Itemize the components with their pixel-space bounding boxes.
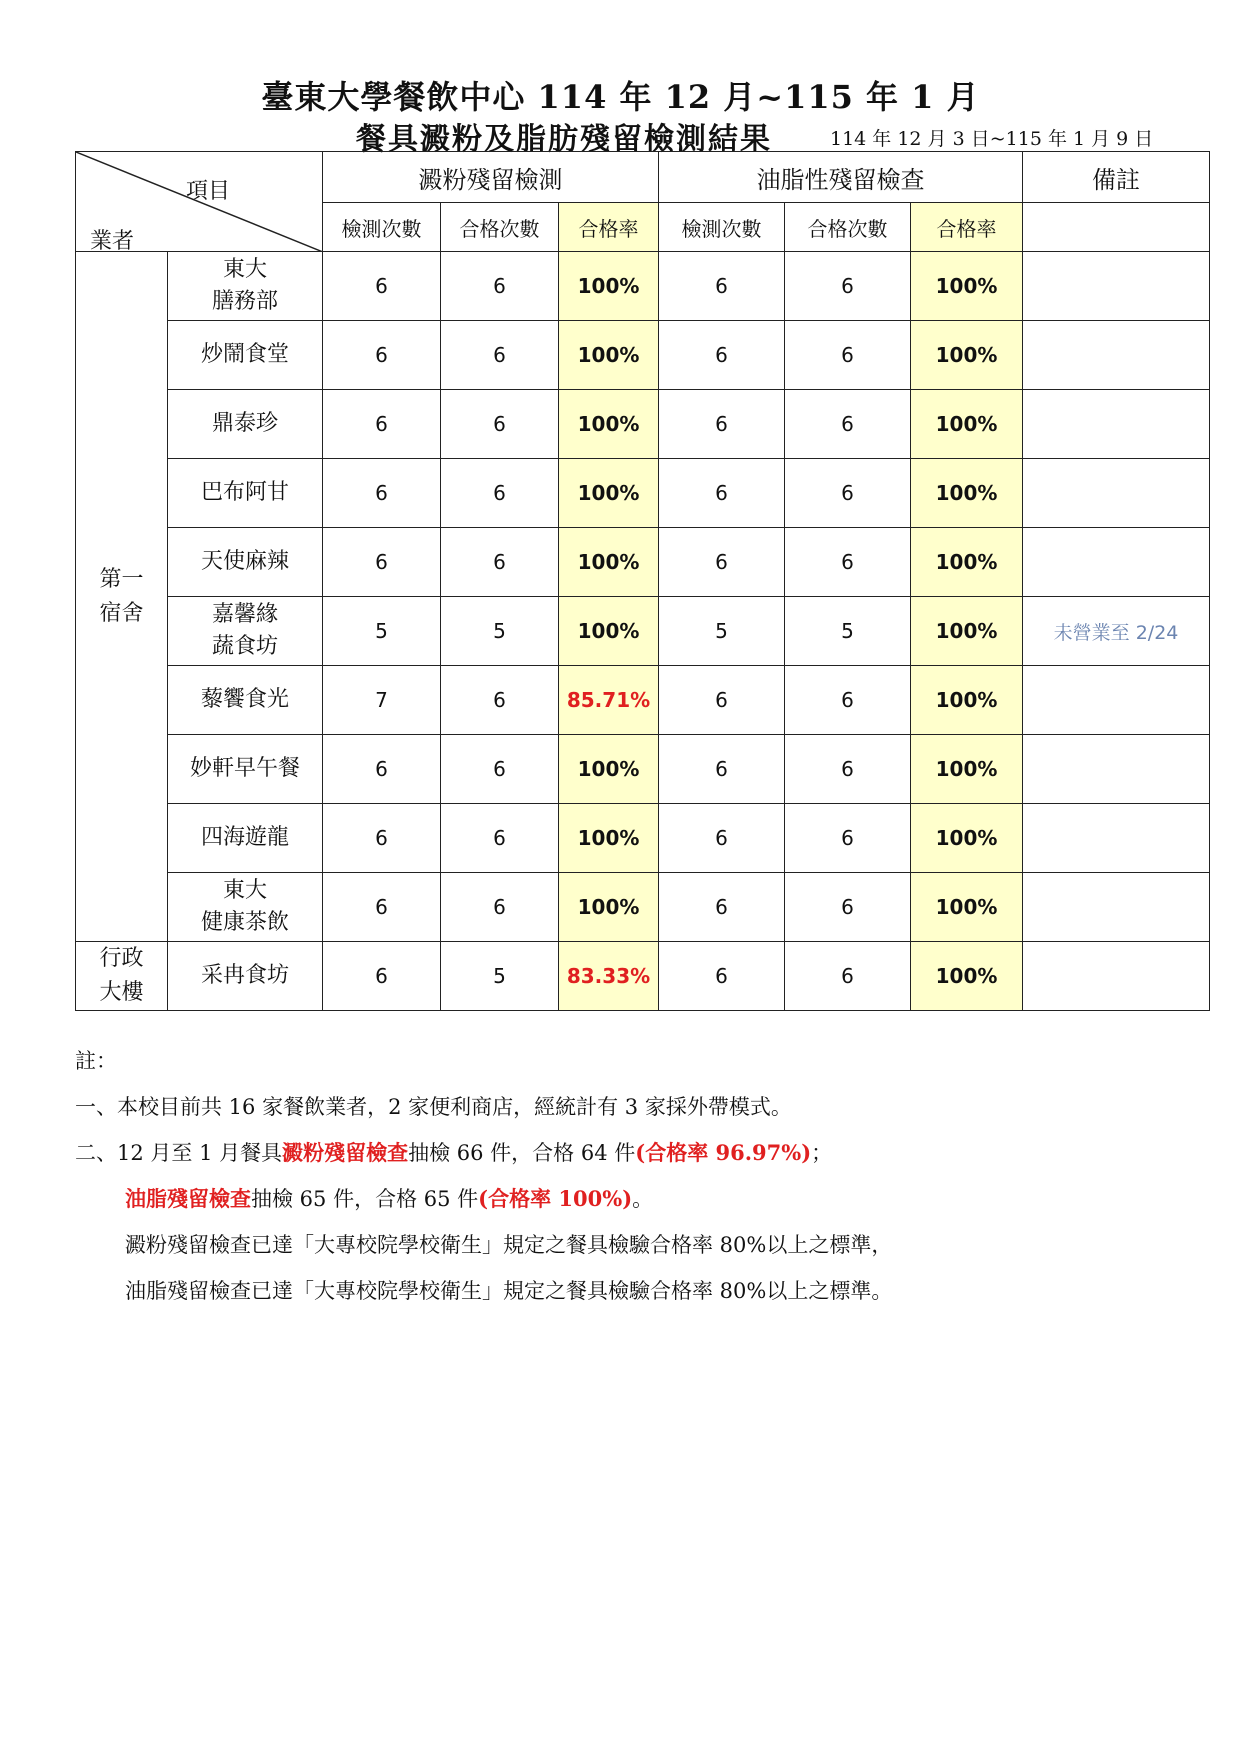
notes-section [75, 1038, 892, 1314]
remark-cell [1023, 459, 1210, 528]
oil-rate: 100% [911, 459, 1023, 528]
corner-header-cell [76, 152, 323, 252]
oil-pass-header: 合格次數 [785, 203, 911, 252]
remark-cell [1023, 321, 1210, 390]
oil-rate: 100% [911, 735, 1023, 804]
note-2-end: ； [811, 1141, 833, 1165]
starch-pass: 6 [441, 804, 559, 873]
oil-tests: 6 [659, 942, 785, 1011]
oil-rate: 100% [911, 666, 1023, 735]
table-row [76, 597, 1210, 666]
note-5: 油脂殘留檢查已達「大專校院學校衛生」規定之餐具檢驗合格率 80%以上之標準。 [125, 1279, 893, 1303]
note-2 [75, 1130, 892, 1176]
starch-pass: 6 [441, 873, 559, 942]
vendor-name: 東大 健康茶飲 [168, 873, 323, 942]
starch-pass-header: 合格次數 [441, 203, 559, 252]
starch-tests: 6 [323, 804, 441, 873]
vendor-name: 藜饗食光 [168, 666, 323, 735]
vendor-name: 嘉馨緣 蔬食坊 [168, 597, 323, 666]
oil-tests: 6 [659, 321, 785, 390]
table-row [76, 390, 1210, 459]
starch-pass: 5 [441, 597, 559, 666]
starch-rate: 100% [559, 873, 659, 942]
remark-cell [1023, 942, 1210, 1011]
starch-tests: 6 [323, 942, 441, 1011]
starch-tests: 6 [323, 459, 441, 528]
oil-tests: 6 [659, 252, 785, 321]
vendor-name: 東大 膳務部 [168, 252, 323, 321]
oil-pass: 5 [785, 597, 911, 666]
remark-subheader [1023, 203, 1210, 252]
note-2-rate: (合格率 96.97%) [635, 1140, 812, 1165]
oil-rate-header: 合格率 [911, 203, 1023, 252]
starch-rate: 100% [559, 459, 659, 528]
starch-tests: 6 [323, 252, 441, 321]
remark-cell [1023, 873, 1210, 942]
oil-rate: 100% [911, 804, 1023, 873]
starch-pass: 6 [441, 459, 559, 528]
starch-rate: 100% [559, 804, 659, 873]
starch-rate: 100% [559, 252, 659, 321]
table-row [76, 942, 1210, 1011]
oil-rate: 100% [911, 873, 1023, 942]
page-title: 臺東大學餐飲中心 114 年 12 月~115 年 1 月 [261, 78, 980, 116]
vendor-name: 鼎泰珍 [168, 390, 323, 459]
oil-rate: 100% [911, 321, 1023, 390]
starch-tests: 6 [323, 873, 441, 942]
starch-pass: 6 [441, 390, 559, 459]
oil-rate: 100% [911, 942, 1023, 1011]
note-3-rate: (合格率 100%) [478, 1186, 633, 1211]
vendor-name: 四海遊龍 [168, 804, 323, 873]
oil-pass: 6 [785, 942, 911, 1011]
oil-pass: 6 [785, 459, 911, 528]
note-2-prefix: 二、12 月至 1 月餐具 [75, 1141, 283, 1165]
vendor-name: 采冉食坊 [168, 942, 323, 1011]
table-row [76, 528, 1210, 597]
starch-pass: 6 [441, 528, 559, 597]
oil-pass: 6 [785, 666, 911, 735]
note-3 [75, 1176, 892, 1222]
starch-tests: 6 [323, 528, 441, 597]
starch-tests: 6 [323, 321, 441, 390]
starch-rate: 83.33% [559, 942, 659, 1011]
starch-rate-header: 合格率 [559, 203, 659, 252]
table-row [76, 666, 1210, 735]
starch-group-header: 澱粉殘留檢測 [323, 152, 659, 203]
note-3-end: 。 [632, 1187, 654, 1211]
oil-tests: 6 [659, 735, 785, 804]
starch-pass: 6 [441, 666, 559, 735]
starch-tests: 6 [323, 390, 441, 459]
starch-rate: 100% [559, 597, 659, 666]
area-dorm-1: 第一 宿舍 [76, 252, 168, 942]
starch-rate: 100% [559, 321, 659, 390]
table-row [76, 459, 1210, 528]
oil-tests: 6 [659, 804, 785, 873]
corner-item-label: 項目 [186, 179, 231, 204]
starch-rate: 100% [559, 735, 659, 804]
remark-cell [1023, 390, 1210, 459]
remark-cell [1023, 735, 1210, 804]
vendor-name: 巴布阿甘 [168, 459, 323, 528]
vendor-name: 天使麻辣 [168, 528, 323, 597]
oil-tests: 5 [659, 597, 785, 666]
starch-tests: 5 [323, 597, 441, 666]
oil-pass: 6 [785, 804, 911, 873]
test-period: 114 年 12 月 3 日~115 年 1 月 9 日 [830, 128, 1154, 150]
oil-tests: 6 [659, 528, 785, 597]
remark-header: 備註 [1023, 152, 1210, 203]
starch-pass: 6 [441, 252, 559, 321]
starch-rate: 100% [559, 528, 659, 597]
oil-rate: 100% [911, 528, 1023, 597]
oil-pass: 6 [785, 528, 911, 597]
oil-tests: 6 [659, 459, 785, 528]
notes-label: 註： [75, 1049, 117, 1073]
note-3-mid: 抽檢 65 件，合格 65 件 [251, 1187, 479, 1211]
table-row [76, 804, 1210, 873]
remark-cell [1023, 528, 1210, 597]
starch-tests: 6 [323, 735, 441, 804]
note-3-oil: 油脂殘留檢查 [125, 1186, 251, 1211]
vendor-name: 妙軒早午餐 [168, 735, 323, 804]
remark-cell [1023, 666, 1210, 735]
starch-pass: 6 [441, 735, 559, 804]
starch-pass: 5 [441, 942, 559, 1011]
remark-cell [1023, 804, 1210, 873]
remark-cell: 未營業至 2/24 [1023, 597, 1210, 666]
oil-tests: 6 [659, 390, 785, 459]
note-1: 一、本校目前共 16 家餐飲業者，2 家便利商店，經統計有 3 家採外帶模式。 [75, 1095, 792, 1119]
remark-cell [1023, 252, 1210, 321]
oil-rate: 100% [911, 390, 1023, 459]
corner-vendor-label: 業者 [90, 229, 135, 254]
table-row [76, 321, 1210, 390]
starch-rate: 85.71% [559, 666, 659, 735]
oil-rate: 100% [911, 597, 1023, 666]
note-4: 澱粉殘留檢查已達「大專校院學校衛生」規定之餐具檢驗合格率 80%以上之標準， [125, 1233, 893, 1257]
area-admin-building: 行政 大樓 [76, 942, 168, 1011]
note-2-mid: 抽檢 66 件，合格 64 件 [408, 1141, 636, 1165]
starch-tests: 7 [323, 666, 441, 735]
oil-group-header: 油脂性殘留檢查 [659, 152, 1023, 203]
oil-pass: 6 [785, 735, 911, 804]
oil-pass: 6 [785, 252, 911, 321]
oil-tests: 6 [659, 873, 785, 942]
table-row [76, 252, 1210, 321]
vendor-name: 炒鬧食堂 [168, 321, 323, 390]
page-subtitle: 餐具澱粉及脂肪殘留檢測結果 [356, 122, 772, 157]
oil-pass: 6 [785, 321, 911, 390]
oil-pass: 6 [785, 873, 911, 942]
oil-tests: 6 [659, 666, 785, 735]
oil-pass: 6 [785, 390, 911, 459]
subtitle-row [0, 114, 1241, 157]
starch-tests-header: 檢測次數 [323, 203, 441, 252]
table-row [76, 873, 1210, 942]
table-row [76, 735, 1210, 804]
oil-rate: 100% [911, 252, 1023, 321]
note-2-starch: 澱粉殘留檢查 [282, 1140, 409, 1165]
starch-rate: 100% [559, 390, 659, 459]
results-table [75, 151, 1210, 1011]
starch-pass: 6 [441, 321, 559, 390]
oil-tests-header: 檢測次數 [659, 203, 785, 252]
